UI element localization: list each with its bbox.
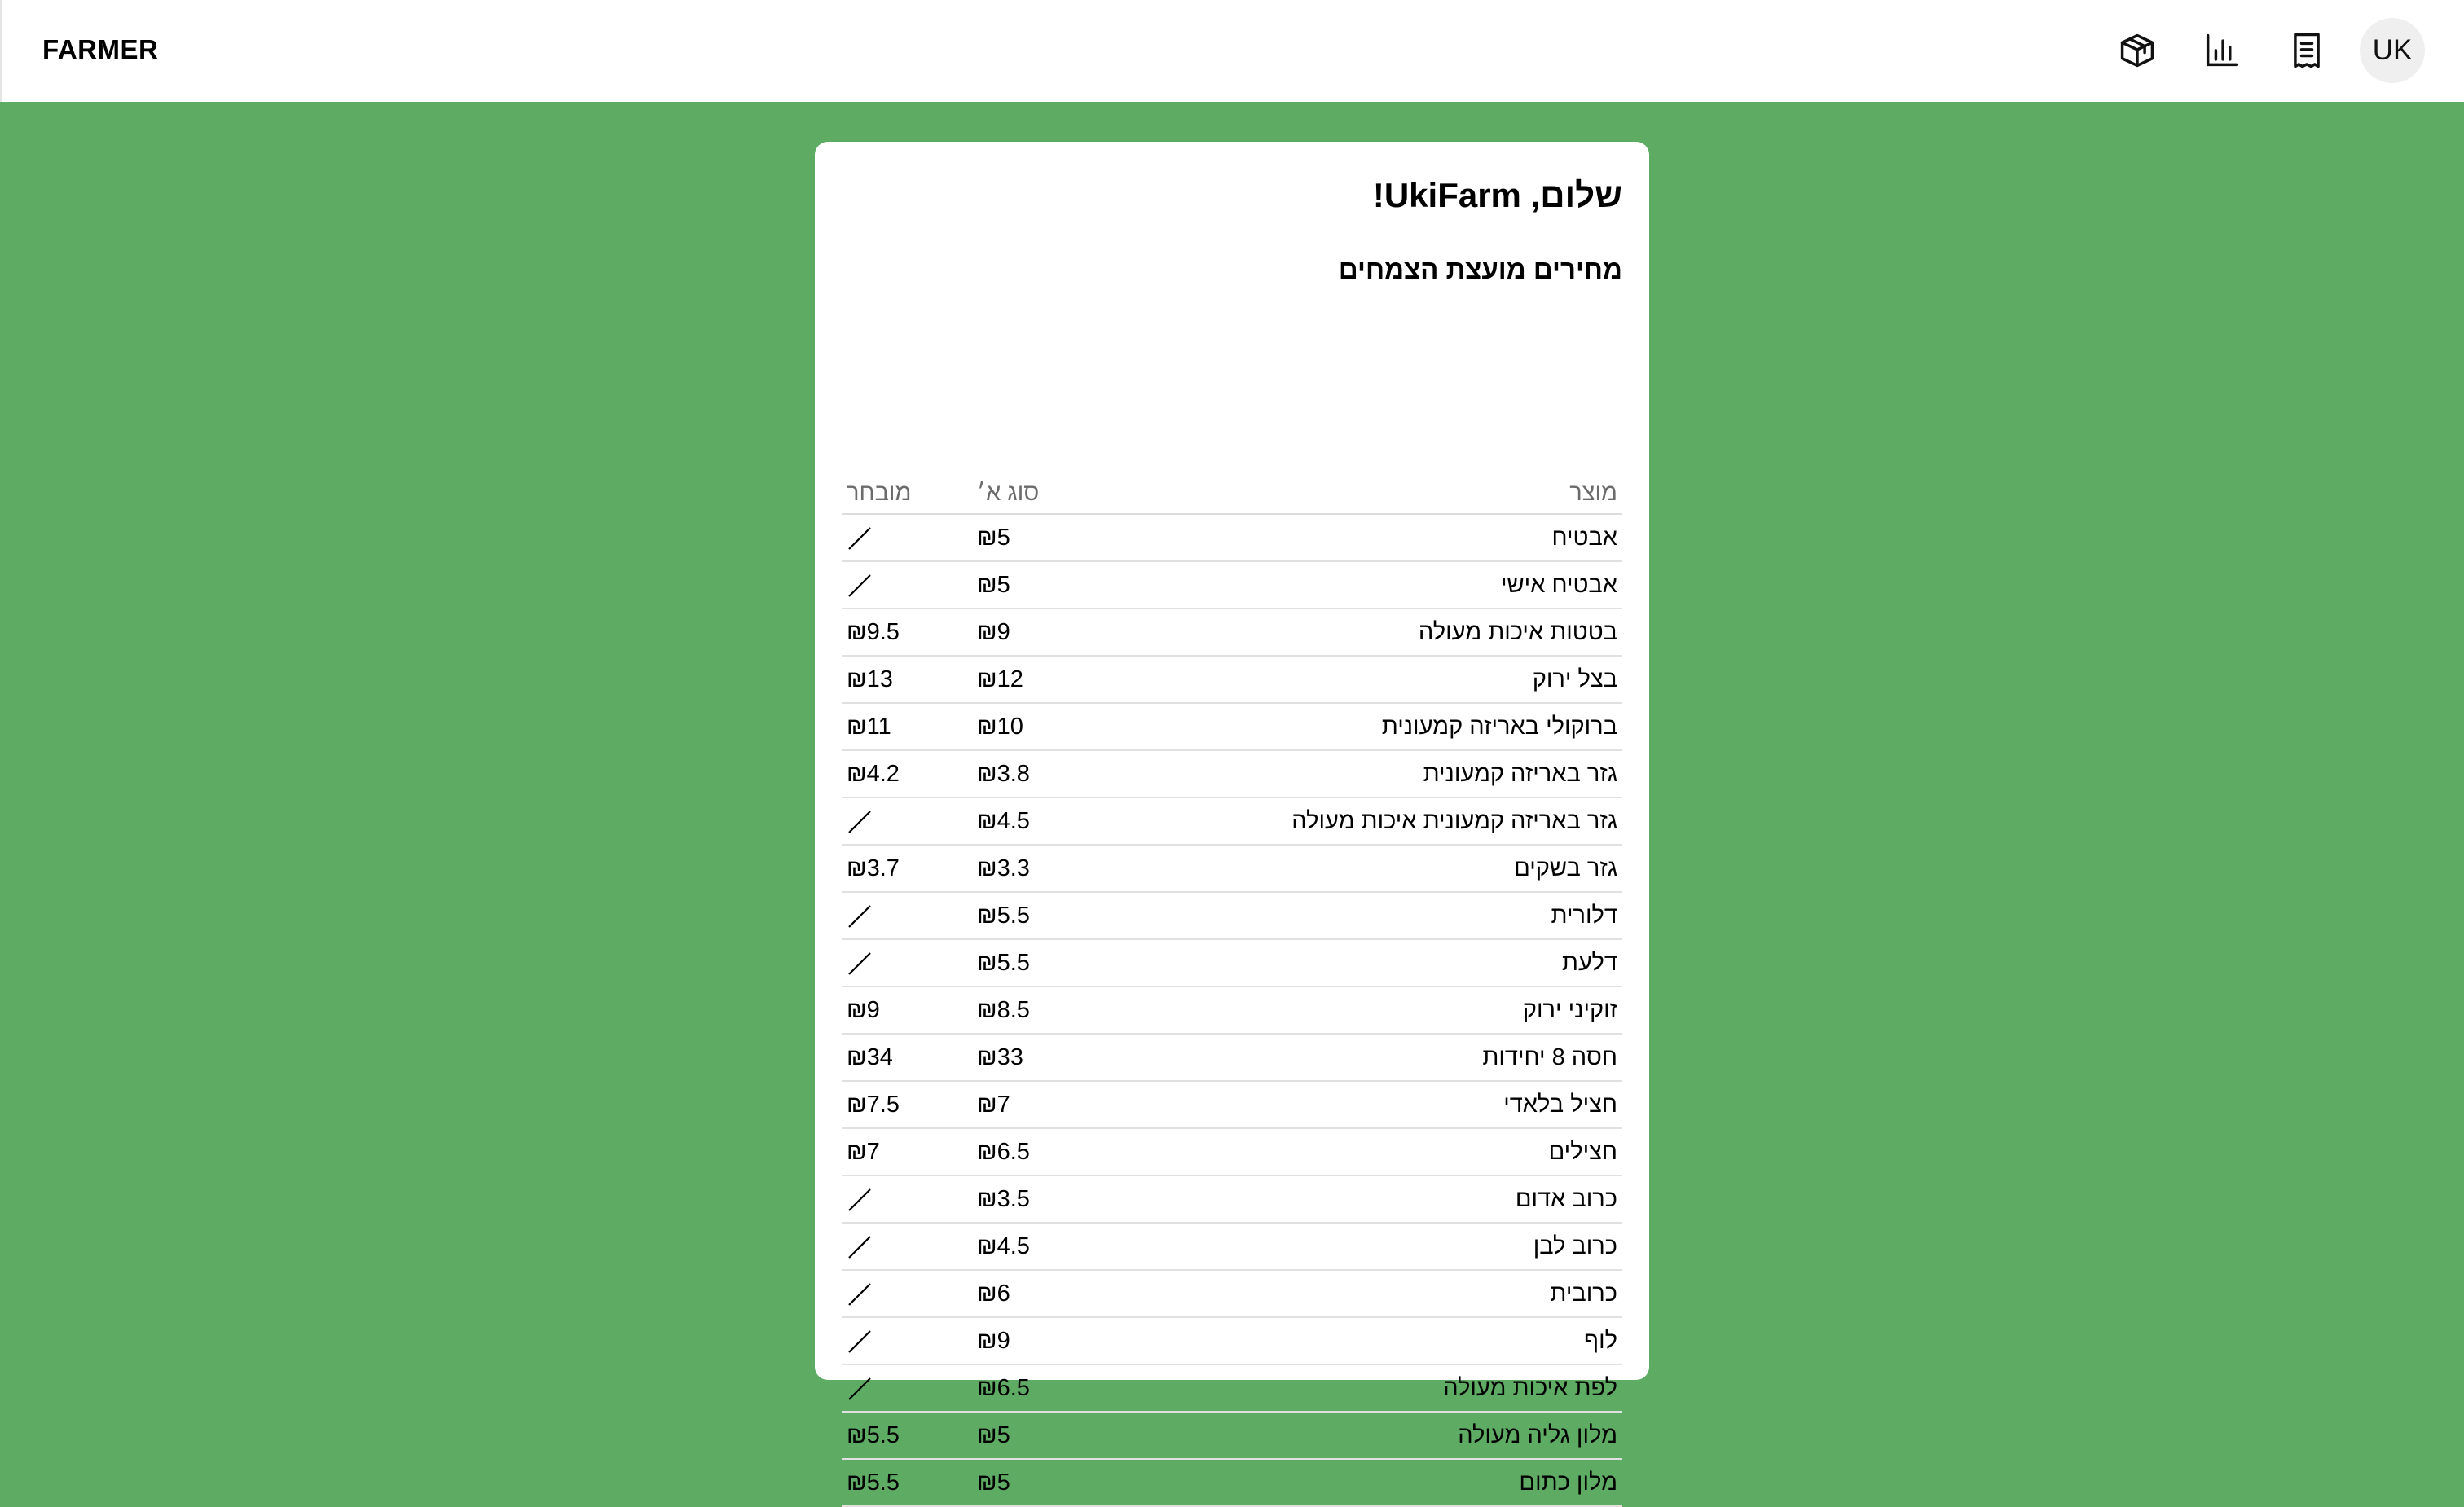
not-available-slash-icon: [847, 1233, 873, 1259]
not-available-slash-icon: [847, 903, 873, 929]
choice-price-cell: [842, 514, 972, 561]
grade-a-price-cell: ₪6.5: [972, 1364, 1094, 1412]
product-name-cell: גזר בשקים: [1094, 845, 1622, 892]
table-row: [842, 1412, 1622, 1459]
product-name-cell: כרוב לבן: [1094, 1223, 1622, 1270]
table-row: [842, 939, 1622, 986]
choice-price-cell: ₪3.7: [842, 845, 972, 892]
product-name-cell: בטטות איכות מעולה: [1094, 609, 1622, 656]
product-name-cell: מלון כתום: [1094, 1459, 1622, 1506]
greeting-title: שלום, UkiFarm!: [1372, 176, 1622, 214]
table-row: [842, 514, 1622, 561]
grade-a-price-cell: ₪5: [972, 514, 1094, 561]
column-header-choice[interactable]: מובחר: [842, 466, 972, 514]
not-available-slash-icon: [847, 950, 873, 976]
choice-price-cell: ₪7: [842, 1128, 972, 1175]
choice-price-cell: ₪9.5: [842, 609, 972, 656]
table-row: [842, 1364, 1622, 1412]
table-row: [842, 892, 1622, 939]
table-row: [842, 1034, 1622, 1081]
receipt-icon[interactable]: [2281, 24, 2333, 77]
table-header-row: [842, 466, 1622, 514]
product-name-cell: גזר באריזה קמעונית איכות מעולה: [1094, 797, 1622, 845]
choice-price-cell: [842, 797, 972, 845]
choice-price-cell: ₪7.5: [842, 1081, 972, 1128]
grade-a-price-cell: ₪5: [972, 1412, 1094, 1459]
choice-price-cell: ₪5.5: [842, 1412, 972, 1459]
table-row: [842, 986, 1622, 1034]
product-name-cell: ברוקולי באריזה קמעונית: [1094, 703, 1622, 750]
box-icon[interactable]: [2111, 24, 2163, 77]
choice-price-cell: [842, 1175, 972, 1223]
product-name-cell: חצילים: [1094, 1128, 1622, 1175]
product-name-cell: אבטיח אישי: [1094, 561, 1622, 609]
choice-price-cell: ₪5.5: [842, 1459, 972, 1506]
grade-a-price-cell: ₪12: [972, 656, 1094, 703]
top-navigation-bar: [0, 0, 2464, 102]
table-row: [842, 1270, 1622, 1317]
choice-price-cell: [842, 892, 972, 939]
grade-a-price-cell: ₪3.8: [972, 750, 1094, 797]
product-name-cell: כרוב אדום: [1094, 1175, 1622, 1223]
grade-a-price-cell: ₪5: [972, 1459, 1094, 1506]
grade-a-price-cell: ₪4.5: [972, 1223, 1094, 1270]
grade-a-price-cell: ₪3.3: [972, 845, 1094, 892]
product-name-cell: דלעת: [1094, 939, 1622, 986]
product-name-cell: כרובית: [1094, 1270, 1622, 1317]
not-available-slash-icon: [847, 572, 873, 598]
user-avatar[interactable]: UK: [2360, 18, 2425, 83]
product-name-cell: חציל בלאדי: [1094, 1081, 1622, 1128]
prices-card: [815, 142, 1649, 1496]
choice-price-cell: [842, 1270, 972, 1317]
table-row: [842, 1128, 1622, 1175]
not-available-slash-icon: [847, 1375, 873, 1401]
choice-price-cell: [842, 1317, 972, 1364]
product-name-cell: גזר באריזה קמעונית: [1094, 750, 1622, 797]
product-name-cell: לפת איכות מעולה: [1094, 1364, 1622, 1412]
not-available-slash-icon: [847, 808, 873, 834]
choice-price-cell: ₪34: [842, 1034, 972, 1081]
grade-a-price-cell: ₪9: [972, 609, 1094, 656]
table-body: [842, 514, 1622, 1506]
table-row: [842, 845, 1622, 892]
grade-a-price-cell: ₪6.5: [972, 1128, 1094, 1175]
product-name-cell: דלורית: [1094, 892, 1622, 939]
choice-price-cell: ₪9: [842, 986, 972, 1034]
grade-a-price-cell: ₪8.5: [972, 986, 1094, 1034]
table-row: [842, 1317, 1622, 1364]
grade-a-price-cell: ₪10: [972, 703, 1094, 750]
grade-a-price-cell: ₪5: [972, 561, 1094, 609]
product-name-cell: חסה 8 יחידות: [1094, 1034, 1622, 1081]
grade-a-price-cell: ₪7: [972, 1081, 1094, 1128]
choice-price-cell: ₪4.2: [842, 750, 972, 797]
choice-price-cell: ₪13: [842, 656, 972, 703]
table-row: [842, 703, 1622, 750]
grade-a-price-cell: ₪6: [972, 1270, 1094, 1317]
not-available-slash-icon: [847, 525, 873, 551]
product-name-cell: זוקיני ירוק: [1094, 986, 1622, 1034]
section-title: מחירים מועצת הצמחים: [1338, 254, 1622, 284]
choice-price-cell: [842, 939, 972, 986]
not-available-slash-icon: [847, 1328, 873, 1354]
grade-a-price-cell: ₪3.5: [972, 1175, 1094, 1223]
grade-a-price-cell: ₪9: [972, 1317, 1094, 1364]
table-row: [842, 797, 1622, 845]
prices-table-container: [842, 466, 1622, 1507]
table-row: [842, 750, 1622, 797]
grade-a-price-cell: ₪5.5: [972, 939, 1094, 986]
table-row: [842, 1175, 1622, 1223]
table-row: [842, 1223, 1622, 1270]
table-row: [842, 561, 1622, 609]
prices-table: [842, 466, 1622, 1507]
choice-price-cell: ₪11: [842, 703, 972, 750]
product-name-cell: לוף: [1094, 1317, 1622, 1364]
column-header-product[interactable]: מוצר: [1094, 466, 1622, 514]
product-name-cell: מלון גליה מעולה: [1094, 1412, 1622, 1459]
grade-a-price-cell: ₪4.5: [972, 797, 1094, 845]
choice-price-cell: [842, 561, 972, 609]
table-row: [842, 609, 1622, 656]
table-row: [842, 656, 1622, 703]
product-name-cell: בצל ירוק: [1094, 656, 1622, 703]
brand-logo[interactable]: FARMER: [42, 34, 159, 64]
table-row: [842, 1459, 1622, 1506]
product-name-cell: אבטיח: [1094, 514, 1622, 561]
bar-chart-icon[interactable]: [2196, 24, 2248, 77]
grade-a-price-cell: ₪5.5: [972, 892, 1094, 939]
table-row: [842, 1081, 1622, 1128]
grade-a-price-cell: ₪33: [972, 1034, 1094, 1081]
not-available-slash-icon: [847, 1186, 873, 1212]
choice-price-cell: [842, 1223, 972, 1270]
not-available-slash-icon: [847, 1281, 873, 1307]
choice-price-cell: [842, 1364, 972, 1412]
column-header-grade-a[interactable]: סוג א׳: [972, 466, 1094, 514]
